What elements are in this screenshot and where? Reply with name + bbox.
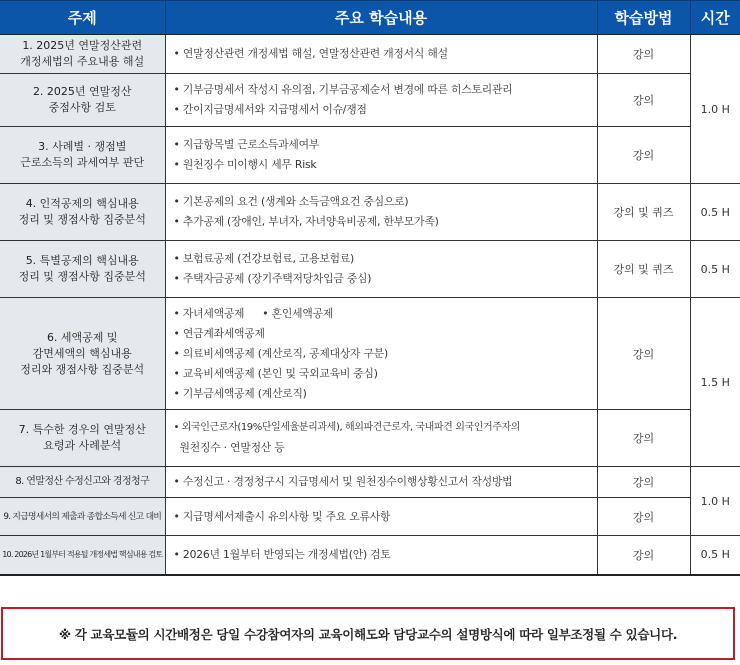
content-bullet-continued: 원천징수 · 연말정산 등	[179, 441, 285, 454]
schedule-notice-box	[1, 607, 735, 660]
table-row	[0, 127, 740, 184]
time-cell: 1.5 H	[690, 298, 740, 467]
table-header-row	[0, 1, 740, 35]
method-cell: 강의 및 퀴즈	[597, 241, 690, 298]
time-cell: 0.5 H	[690, 536, 740, 575]
content-cell	[165, 35, 597, 74]
content-cell	[165, 184, 597, 241]
content-cell	[165, 74, 597, 127]
topic-cell: 10. 2026년 1월부터 적용될 개정세법 핵심내용 검토	[0, 536, 165, 575]
topic-cell: 1. 2025년 연말정산관련 개정세법의 주요내용 해설	[0, 35, 165, 74]
topic-cell: 5. 특별공제의 핵심내용 정리 및 쟁점사항 집중분석	[0, 241, 165, 298]
content-cell	[165, 498, 597, 536]
table-row	[0, 467, 740, 498]
method-cell: 강의	[597, 127, 690, 184]
header-method: 학습방법	[597, 1, 690, 35]
content-cell	[165, 241, 597, 298]
table-row	[0, 298, 740, 410]
topic-cell: 6. 세액공제 및 감면세액의 핵심내용 정리와 쟁점사항 집중분석	[0, 298, 165, 410]
time-cell: 0.5 H	[690, 241, 740, 298]
content-cell	[165, 127, 597, 184]
topic-cell: 2. 2025년 연말정산 중점사항 검토	[0, 74, 165, 127]
topic-cell: 9. 지급명세서의 제출과 종합소득세 신고 대비	[0, 498, 165, 536]
table-row	[0, 536, 740, 575]
method-cell: 강의	[597, 35, 690, 74]
method-cell: 강의	[597, 467, 690, 498]
table-row	[0, 184, 740, 241]
content-bullet: • 기부금명세서 작성시 유의점, 기부금공제순서 변경에 따른 히스토리관리	[173, 83, 513, 96]
content-cell	[165, 467, 597, 498]
content-bullet: • 기본공제의 요건 (생계와 소득금액요건 중심으로)	[173, 195, 409, 208]
content-bullet: • 기부금세액공제 (계산로직)	[173, 386, 307, 400]
content-bullet: • 2026년 1월부터 반영되는 개정세법(안) 검토	[173, 547, 391, 561]
method-cell: 강의	[597, 298, 690, 410]
content-bullet: • 원천징수 미이행시 세무 Risk	[173, 158, 317, 171]
topic-cell: 8. 연말정산 수정신고와 경정청구	[0, 467, 165, 498]
header-topic: 주제	[0, 1, 165, 35]
content-cell	[165, 536, 597, 575]
table-row	[0, 241, 740, 298]
content-bullet: • 지급명세서제출시 유의사항 및 주요 오류사항	[173, 509, 391, 523]
content-cell	[165, 298, 597, 410]
method-cell: 강의	[597, 498, 690, 536]
content-bullet: • 수정신고 · 경정청구시 지급명세서 및 원천징수이행상황신고서 작성방법	[173, 475, 513, 488]
notice-text: ※ 각 교육모듈의 시간배정은 당일 수강참여자의 교육이해도와 담당교수의 설명방식에 따라 일부조정될 수 있습니다.	[58, 626, 678, 642]
header-time: 시간	[690, 1, 740, 35]
content-bullet: • 추가공제 (장애인, 부녀자, 자녀양육비공제, 한부모가족)	[173, 215, 439, 228]
method-cell: 강의	[597, 410, 690, 467]
topic-cell: 7. 특수한 경우의 연말정산 요령과 사례분석	[0, 410, 165, 467]
content-bullet: • 간이지급명세서와 지급명세서 이슈/쟁점	[173, 103, 367, 116]
content-bullet: • 보험료공제 (건강보험료, 고용보험료)	[173, 252, 355, 265]
content-bullet: • 자녀세액공제 • 혼인세액공제	[173, 306, 334, 320]
method-cell: 강의	[597, 74, 690, 127]
content-bullet: • 주택자금공제 (장기주택저당차입금 중심)	[173, 272, 372, 285]
table-row	[0, 498, 740, 536]
topic-cell: 4. 인적공제의 핵심내용 정리 및 쟁점사항 집중분석	[0, 184, 165, 241]
method-cell: 강의	[597, 536, 690, 575]
table-row	[0, 74, 740, 127]
content-bullet: • 지급항목별 근로소득과세여부	[173, 138, 320, 151]
time-cell: 1.0 H	[690, 467, 740, 536]
content-bullet: • 교육비세액공제 (본인 및 국외교육비 중심)	[173, 366, 378, 380]
header-content: 주요 학습내용	[165, 1, 597, 35]
method-cell: 강의 및 퀴즈	[597, 184, 690, 241]
content-bullet: • 의료비세액공제 (계산로직, 공제대상자 구분)	[173, 346, 388, 360]
time-cell: 0.5 H	[690, 184, 740, 241]
topic-cell: 3. 사례별 · 쟁점별 근로소득의 과세여부 판단	[0, 127, 165, 184]
table-row	[0, 410, 740, 467]
content-bullet: • 연금계좌세액공제	[173, 326, 265, 340]
table-row	[0, 35, 740, 74]
content-bullet: • 외국인근로자(19%단일세율분리과세), 해외파견근로자, 국내파견 외국인거주자의	[173, 422, 521, 433]
content-bullet: • 연말정산관련 개정세법 해설, 연말정산관련 개정서식 해설	[173, 47, 448, 60]
time-cell: 1.0 H	[690, 35, 740, 184]
content-cell	[165, 410, 597, 467]
